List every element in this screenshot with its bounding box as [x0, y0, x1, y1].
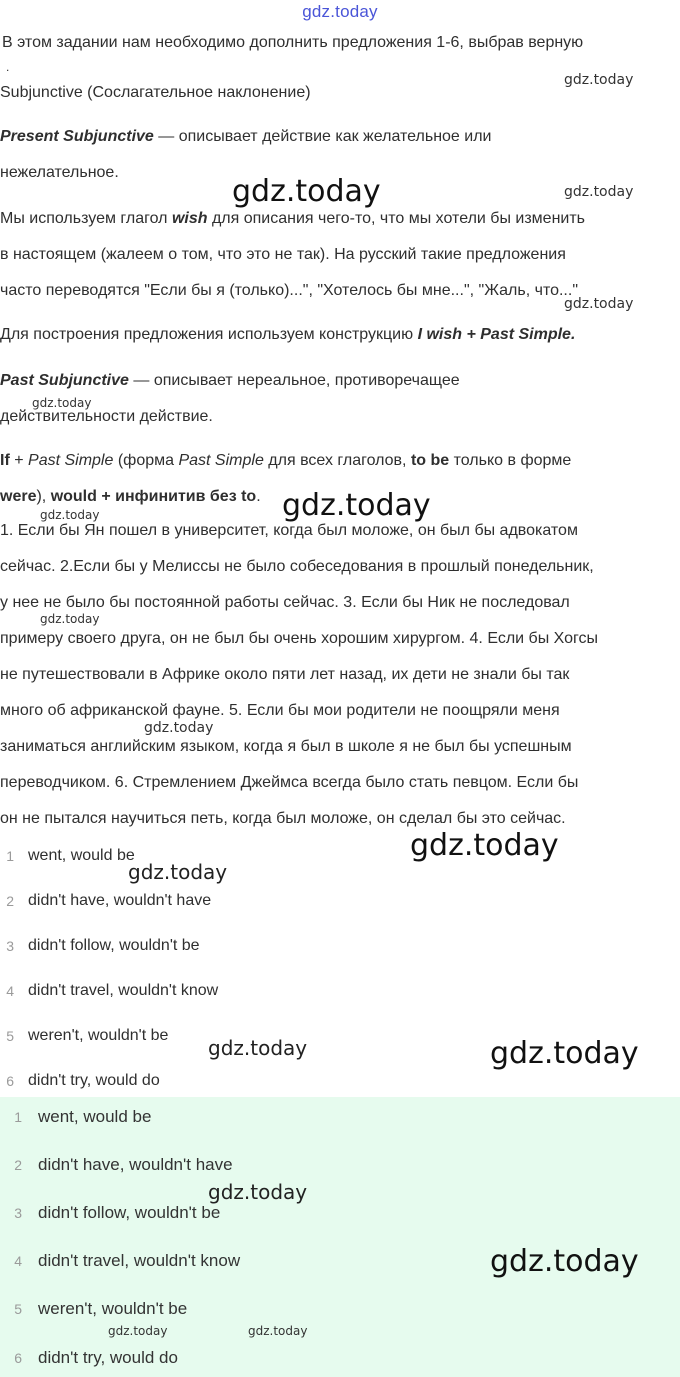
highlighted-answers	[0, 1097, 680, 1377]
present-term: Present Subjunctive	[0, 128, 154, 145]
item-number: 3	[14, 1205, 22, 1221]
item-text: went, would be	[38, 1107, 152, 1126]
item-number: 2	[14, 1157, 22, 1173]
list-item	[0, 1069, 160, 1093]
construction-line	[0, 326, 575, 344]
item-number: 5	[14, 1301, 22, 1317]
watermark: gdz.today	[208, 1036, 308, 1060]
item-text: weren't, wouldn't be	[28, 1027, 169, 1044]
list-item	[0, 1024, 168, 1048]
if-rule-line-1	[0, 452, 571, 470]
watermark: gdz.today	[248, 1324, 308, 1338]
item-text: didn't try, would do	[28, 1072, 160, 1089]
present-def: — описывает действие как желательное или	[153, 128, 492, 145]
translation-line: примеру своего друга, он не был бы очень хорошим хирургом. 4. Если бы Хогсы	[0, 630, 599, 647]
item-number: 5	[6, 1028, 14, 1044]
constr-a: Для построения предложения используем конструкцию	[0, 326, 418, 343]
were-word: were	[0, 488, 37, 505]
watermark: gdz.today	[32, 396, 92, 410]
item-number: 2	[6, 893, 14, 909]
past-def: — описывает нереальное, противоречащее	[128, 372, 460, 389]
watermark: gdz.today	[108, 1324, 168, 1338]
header-watermark: gdz.today	[302, 2, 378, 21]
if-to-be: to be	[410, 452, 450, 469]
list-item	[0, 1200, 220, 1226]
intro-line-1: В этом задании нам необходимо дополнить предложения 1-6, выбрав верную	[2, 34, 584, 51]
item-number: 3	[6, 938, 14, 954]
watermark: gdz.today	[208, 1180, 308, 1204]
list-item	[0, 1104, 151, 1130]
past-term: Past Subjunctive	[0, 372, 129, 389]
watermark: gdz.today	[490, 1036, 639, 1071]
watermark: gdz.today	[144, 720, 214, 736]
item-text: weren't, wouldn't be	[38, 1299, 188, 1318]
if-past-simple-2: Past Simple	[178, 452, 264, 469]
past-def-line-2: действительности действие.	[0, 408, 213, 425]
item-text: didn't follow, wouldn't be	[38, 1203, 221, 1222]
watermark: gdz.today	[564, 72, 634, 88]
list-item	[0, 1152, 233, 1178]
item-text: didn't try, would do	[38, 1348, 178, 1367]
if-form-a: (форма	[113, 452, 179, 469]
item-number: 4	[6, 983, 14, 999]
intro-line-2: .	[6, 60, 10, 74]
watermark: gdz.today	[564, 184, 634, 200]
if-rule-line-2	[0, 488, 261, 506]
list-item	[0, 1345, 178, 1371]
item-text: didn't have, wouldn't have	[28, 892, 212, 909]
watermark: gdz.today	[410, 828, 559, 863]
translation-line: 1. Если бы Ян пошел в университет, когда был моложе, он был бы адвокатом	[0, 522, 578, 539]
would-rule: would + инфинитив без to	[50, 488, 257, 505]
item-text: didn't travel, wouldn't know	[28, 982, 219, 999]
wish-line-3: часто переводятся "Если бы я (только)...", "Хотелось бы мне...", "Жаль, что..."	[0, 282, 578, 299]
wish-line-1	[0, 210, 585, 228]
rule-dot: .	[256, 488, 261, 505]
list-item	[0, 1296, 187, 1322]
list-item	[0, 934, 200, 958]
watermark: gdz.today	[40, 612, 100, 626]
watermark: gdz.today	[128, 860, 228, 884]
translation-line: не путешествовали в Африке около пяти лет назад, их дети не знали бы так	[0, 666, 570, 683]
if-form-b: для всех глаголов,	[263, 452, 411, 469]
item-text: didn't have, wouldn't have	[38, 1155, 233, 1174]
list-item	[0, 889, 211, 913]
watermark: gdz.today	[282, 488, 431, 523]
item-number: 1	[14, 1109, 22, 1125]
item-text: didn't travel, wouldn't know	[38, 1251, 241, 1270]
present-def-line-2: нежелательное.	[0, 164, 119, 181]
present-subjunctive-line	[0, 128, 491, 146]
item-text: went, would be	[28, 847, 135, 864]
item-number: 4	[14, 1253, 22, 1269]
wish-a: Мы используем глагол	[0, 210, 172, 227]
list-item	[0, 1248, 240, 1274]
were-sep: ),	[36, 488, 51, 505]
watermark: gdz.today	[490, 1244, 639, 1279]
item-text: didn't follow, wouldn't be	[28, 937, 200, 954]
past-subjunctive-line	[0, 372, 460, 390]
item-number: 6	[14, 1350, 22, 1366]
if-word: If	[0, 452, 10, 469]
watermark: gdz.today	[232, 174, 381, 209]
if-past-simple: Past Simple	[28, 452, 114, 469]
wish-b: для описания чего-то, что мы хотели бы изменить	[207, 210, 585, 227]
subjunctive-title: Subjunctive (Сослагательное наклонение)	[0, 84, 311, 101]
if-form-c: только в форме	[449, 452, 572, 469]
item-number: 6	[6, 1073, 14, 1089]
if-plus: +	[9, 452, 29, 469]
watermark: gdz.today	[564, 296, 634, 312]
wish-line-2: в настоящем (жалеем о том, что это не так). На русский такие предложения	[0, 246, 566, 263]
list-item	[0, 844, 135, 868]
watermark: gdz.today	[40, 508, 100, 522]
translation-line: сейчас. 2.Если бы у Мелиссы не было собеседования в прошлый понедельник,	[0, 558, 594, 575]
constr-b: I wish + Past Simple.	[417, 326, 576, 343]
wish-word: wish	[171, 210, 208, 227]
translation-line: переводчиком. 6. Стремлением Джеймса всегда было стать певцом. Если бы	[0, 774, 579, 791]
translation-line: много об африканской фауне. 5. Если бы мои родители не поощряли меня	[0, 702, 560, 719]
item-number: 1	[6, 848, 14, 864]
translation-line: заниматься английским языком, когда я был в школе я не был бы успешным	[0, 738, 572, 755]
translation-line: у нее не было бы постоянной работы сейчас. 3. Если бы Ник не последовал	[0, 594, 570, 611]
translation-line: он не пытался научиться петь, когда был моложе, он сделал бы это сейчас.	[0, 810, 566, 827]
list-item	[0, 979, 218, 1003]
